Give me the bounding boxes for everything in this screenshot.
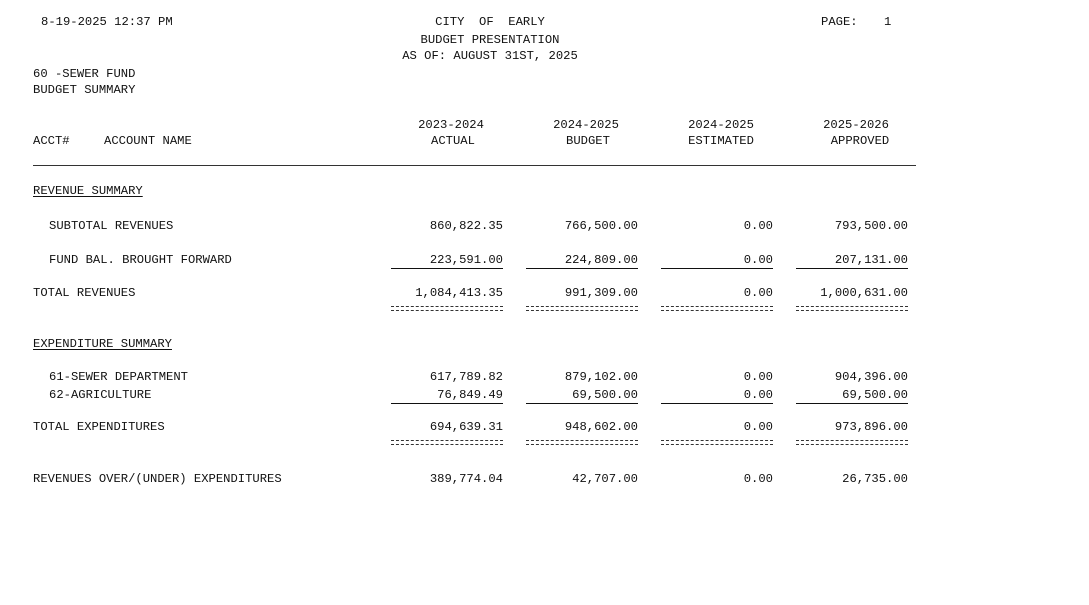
subtotal-revenues-label: SUBTOTAL REVENUES [49, 219, 174, 233]
double-rule [796, 440, 908, 445]
total-revenues-actual: 1,084,413.35 [415, 286, 503, 300]
total-expenditures-budget: 948,602.00 [564, 420, 638, 434]
total-expenditures-actual: 694,639.31 [429, 420, 503, 434]
subtotal-revenues-approved: 793,500.00 [834, 219, 908, 233]
sewer-department-label: 61-SEWER DEPARTMENT [49, 370, 188, 384]
sewer-department-estimated: 0.00 [743, 370, 773, 384]
col4-year: 2025-2026 [823, 118, 889, 132]
double-rule [391, 306, 503, 311]
total-expenditures-estimated: 0.00 [743, 420, 773, 434]
fund-balance-estimated: 0.00 [661, 254, 773, 269]
report-datetime: 8-19-2025 12:37 PM [41, 15, 173, 29]
subtotal-revenues-estimated: 0.00 [743, 219, 773, 233]
net-estimated: 0.00 [743, 472, 773, 486]
col1-year: 2023-2024 [418, 118, 484, 132]
total-revenues-label: TOTAL REVENUES [33, 286, 136, 300]
double-rule [661, 440, 773, 445]
sewer-department-approved: 904,396.00 [834, 370, 908, 384]
subtotal-revenues-actual: 860,822.35 [429, 219, 503, 233]
revenue-summary-heading: REVENUE SUMMARY [33, 184, 143, 198]
agriculture-budget: 69,500.00 [526, 389, 638, 404]
expenditure-summary-heading: EXPENDITURE SUMMARY [33, 337, 172, 351]
col-header-acct: ACCT# [33, 134, 70, 148]
fund-name: 60 -SEWER FUND [33, 67, 136, 81]
double-rule [526, 306, 638, 311]
as-of-date: AS OF: AUGUST 31ST, 2025 [402, 49, 578, 63]
double-rule [796, 306, 908, 311]
net-actual: 389,774.04 [429, 472, 503, 486]
fund-balance-actual: 223,591.00 [391, 254, 503, 269]
fund-balance-label: FUND BAL. BROUGHT FORWARD [49, 253, 232, 267]
total-revenues-approved: 1,000,631.00 [820, 286, 908, 300]
double-rule [661, 306, 773, 311]
report-subtitle: BUDGET SUMMARY [33, 83, 136, 97]
col3-label: ESTIMATED [688, 134, 754, 148]
net-label: REVENUES OVER/(UNDER) EXPENDITURES [33, 472, 282, 486]
agriculture-approved: 69,500.00 [796, 389, 908, 404]
sewer-department-budget: 879,102.00 [564, 370, 638, 384]
col4-label: APPROVED [830, 134, 890, 148]
total-revenues-estimated: 0.00 [743, 286, 773, 300]
col2-year: 2024-2025 [553, 118, 619, 132]
col1-label: ACTUAL [431, 134, 475, 148]
fund-balance-budget: 224,809.00 [526, 254, 638, 269]
total-expenditures-label: TOTAL EXPENDITURES [33, 420, 165, 434]
net-approved: 26,735.00 [842, 472, 908, 486]
agriculture-estimated: 0.00 [661, 389, 773, 404]
page-label: PAGE: [821, 15, 858, 29]
agriculture-actual: 76,849.49 [391, 389, 503, 404]
sewer-department-actual: 617,789.82 [429, 370, 503, 384]
city-name: CITY OF EARLY [435, 15, 545, 29]
total-revenues-budget: 991,309.00 [564, 286, 638, 300]
total-expenditures-approved: 973,896.00 [834, 420, 908, 434]
double-rule [391, 440, 503, 445]
page-number: 1 [884, 15, 892, 29]
report-title: BUDGET PRESENTATION [420, 33, 560, 47]
net-budget: 42,707.00 [572, 472, 638, 486]
agriculture-label: 62-AGRICULTURE [49, 388, 152, 402]
header-divider [33, 165, 916, 166]
col3-year: 2024-2025 [688, 118, 754, 132]
subtotal-revenues-budget: 766,500.00 [564, 219, 638, 233]
col2-label: BUDGET [566, 134, 610, 148]
col-header-account-name: ACCOUNT NAME [104, 134, 192, 148]
double-rule [526, 440, 638, 445]
fund-balance-approved: 207,131.00 [796, 254, 908, 269]
